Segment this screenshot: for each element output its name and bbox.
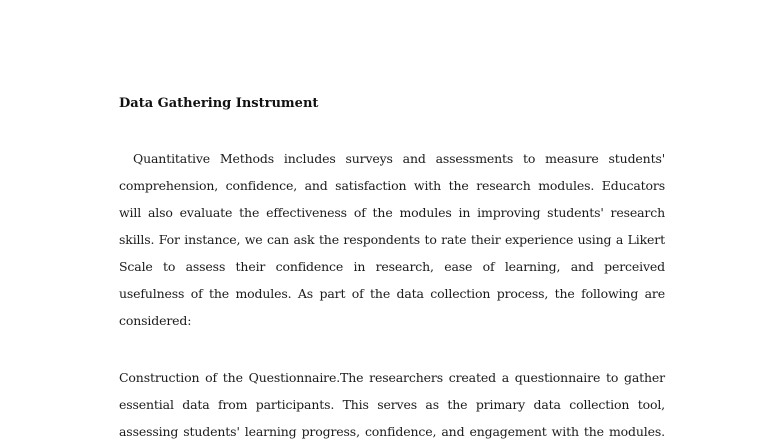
paragraph-line: skills. For instance, we can ask the respondents to rate their experience using a Likert (119, 232, 665, 247)
paragraph-line: considered: (119, 313, 192, 328)
paragraph-line: Scale to assess their confidence in research, ease of learning, and perceived (119, 259, 665, 274)
paragraph-line: usefulness of the modules. As part of the data collection process, the following are (119, 286, 665, 301)
paragraph-line: comprehension, confidence, and satisfaction with the research modules. Educators (119, 178, 665, 193)
paragraph-line: assessing students' learning progress, confidence, and engagement with the modules. (119, 424, 665, 439)
paragraph-line: essential data from participants. This serves as the primary data collection tool, (119, 397, 665, 412)
paragraph-line: will also evaluate the effectiveness of the modules in improving students' research (119, 205, 665, 220)
section-heading: Data Gathering Instrument (119, 96, 319, 111)
paragraph-line: Construction of the Questionnaire.The researchers created a questionnaire to gather (119, 370, 665, 385)
paragraph-line: Quantitative Methods includes surveys and assessments to measure students' (133, 151, 665, 166)
